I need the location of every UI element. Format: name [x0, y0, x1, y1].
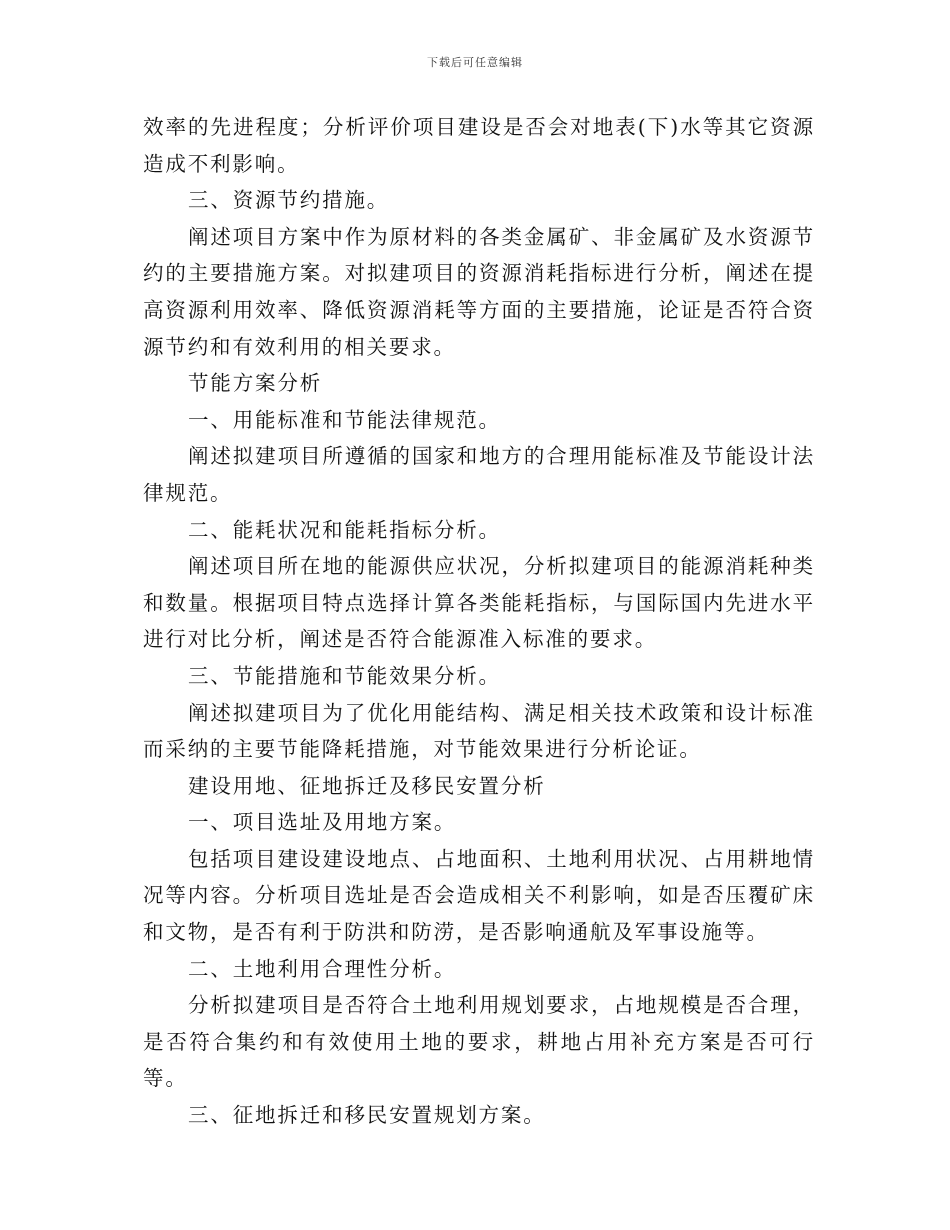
page-header: 下载后可任意编辑 — [427, 56, 523, 69]
chapter-heading-energy: 节能方案分析 — [188, 371, 323, 396]
section-heading-energy-consumption: 二、能耗状况和能耗指标分析。 — [188, 517, 501, 542]
paragraph-resource-saving: 阐述项目方案中作为原材料的各类金属矿、非金属矿及水资源节约的主要措施方案。对拟建项目的资源消耗指标进行分析，阐述在提高资源利用效率、降低资源消耗等方面的主要措施，论证是否符合资源节约和有效利用的相关要求。 — [143, 224, 815, 359]
paragraph-energy-standards: 阐述拟建项目所遵循的国家和地方的合理用能标准及节能设计法律规范。 — [143, 444, 815, 505]
document-body — [143, 109, 815, 1134]
paragraph-site-selection: 包括项目建设建设地点、占地面积、土地利用状况、占用耕地情况等内容。分析项目选址是否会造成相关不利影响，如是否压覆矿床和文物，是否有利于防洪和防涝，是否影响通航及军事设施等。 — [143, 846, 815, 945]
paragraph-continuation: 效率的先进程度；分析评价项目建设是否会对地表(下)水等其它资源造成不利影响。 — [143, 115, 815, 176]
section-heading-resource-saving: 三、资源节约措施。 — [188, 188, 390, 213]
section-heading-energy-measures: 三、节能措施和节能效果分析。 — [188, 663, 501, 688]
paragraph-energy-consumption: 阐述项目所在地的能源供应状况，分析拟建项目的能源消耗种类和数量。根据项目特点选择计算各类能耗指标，与国际国内先进水平进行对比分析，阐述是否符合能源准入标准的要求。 — [143, 554, 815, 652]
section-heading-energy-standards: 一、用能标准和节能法律规范。 — [188, 407, 501, 432]
paragraph-energy-measures: 阐述拟建项目为了优化用能结构、满足相关技术政策和设计标准而采纳的主要节能降耗措施，对节能效果进行分析论证。 — [143, 700, 815, 762]
section-heading-land-rationality: 二、土地利用合理性分析。 — [188, 956, 457, 981]
section-heading-site-selection: 一、项目选址及用地方案。 — [188, 810, 457, 835]
paragraph-land-rationality: 分析拟建项目是否符合土地利用规划要求，占地规模是否合理，是否符合集约和有效使用土地的要求，耕地占用补充方案是否可行等。 — [143, 993, 815, 1091]
chapter-heading-land-use: 建设用地、征地拆迁及移民安置分析 — [188, 773, 546, 798]
section-heading-resettlement: 三、征地拆迁和移民安置规划方案。 — [188, 1103, 546, 1128]
